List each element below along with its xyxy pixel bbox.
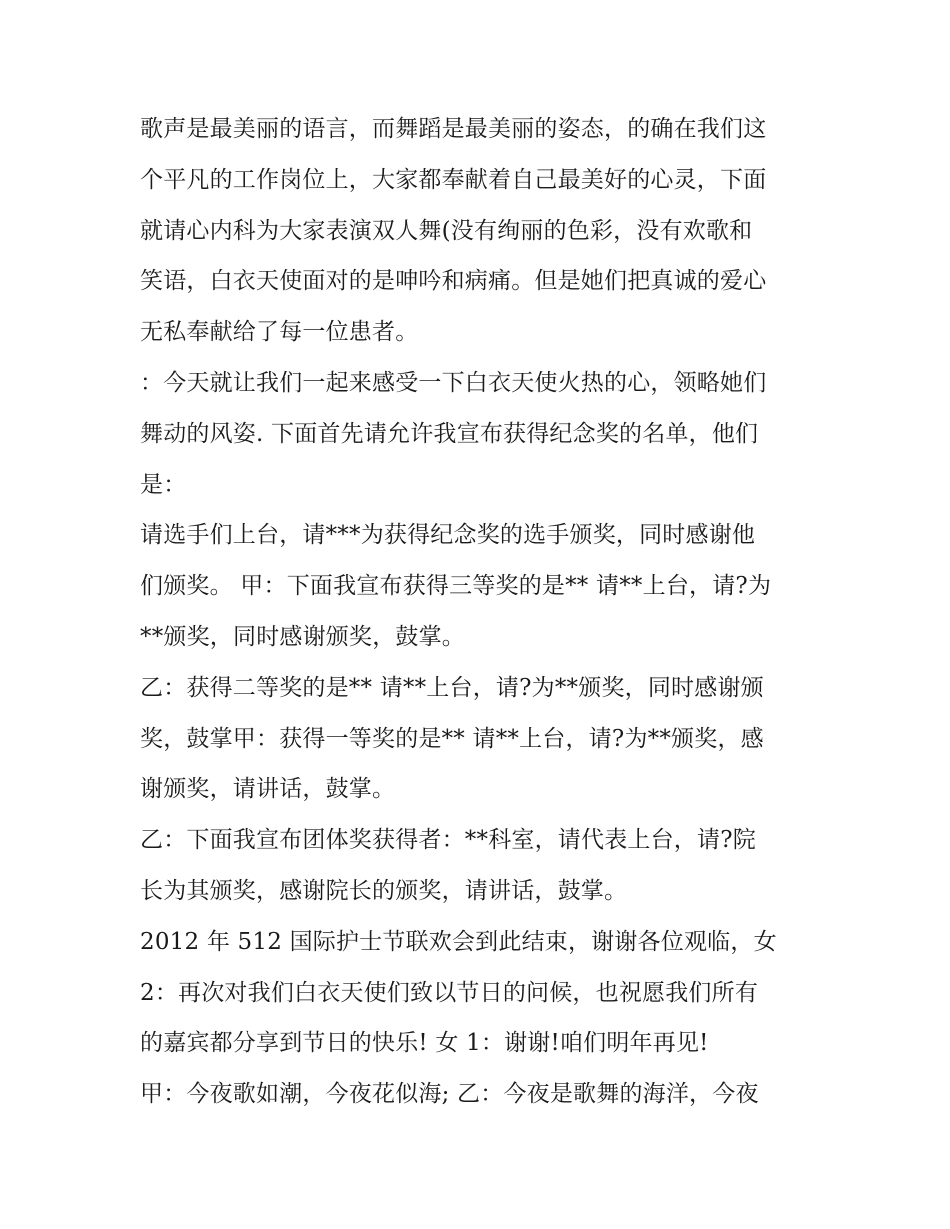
text-line-8: 是： xyxy=(140,471,187,498)
text-line-17: 2012 年 512 国际护士节联欢会到此结束，谢谢各位观临，女 xyxy=(140,928,777,955)
text-line-7: 舞动的风姿. 下面首先请允许我宣布获得纪念奖的名单，他们 xyxy=(140,420,759,447)
text-line-2: 个平凡的工作岗位上，大家都奉献着自己最美好的心灵，下面 xyxy=(140,166,767,193)
text-line-20: 甲：今夜歌如潮，今夜花似海; 乙：今夜是歌舞的海洋，今夜 xyxy=(140,1081,759,1108)
text-line-12: 乙：获得二等奖的是** 请**上台，请?为**颁奖，同时感谢颁 xyxy=(140,674,764,701)
text-line-3: 就请心内科为大家表演双人舞(没有绚丽的色彩，没有欢歌和 xyxy=(140,217,753,244)
text-line-5: 无私奉献给了每一位患者。 xyxy=(140,319,419,346)
text-line-1: 歌声是最美丽的语言，而舞蹈是最美丽的姿态，的确在我们这 xyxy=(140,116,767,142)
text-line-19: 的嘉宾都分享到节日的快乐! 女 1：谢谢!咱们明年再见! xyxy=(140,1030,709,1057)
text-line-18: 2：再次对我们白衣天使们致以节日的问候，也祝愿我们所有 xyxy=(140,979,759,1006)
text-line-16: 长为其颁奖，感谢院长的颁奖，请讲话，鼓掌。 xyxy=(140,877,628,904)
text-line-6: ：今天就让我们一起来感受一下白衣天使火热的心，领略她们 xyxy=(140,369,767,396)
text-line-9: 请选手们上台，请***为获得纪念奖的选手颁奖，同时感谢他 xyxy=(140,522,756,549)
text-line-11: **颁奖，同时感谢颁奖，鼓掌。 xyxy=(140,623,465,650)
text-line-13: 奖，鼓掌甲：获得一等奖的是** 请**上台，请?为**颁奖，感 xyxy=(140,725,764,752)
body-text xyxy=(140,104,820,1120)
text-line-4: 笑语，白衣天使面对的是呻吟和病痛。但是她们把真诚的爱心 xyxy=(140,268,767,295)
text-line-10: 们颁奖。 甲：下面我宣布获得三等奖的是** 请**上台，请?为 xyxy=(140,573,772,600)
text-line-15: 乙：下面我宣布团体奖获得者：**科室，请代表上台，请?院 xyxy=(140,827,756,854)
text-line-14: 谢颁奖，请讲话，鼓掌。 xyxy=(140,776,396,803)
